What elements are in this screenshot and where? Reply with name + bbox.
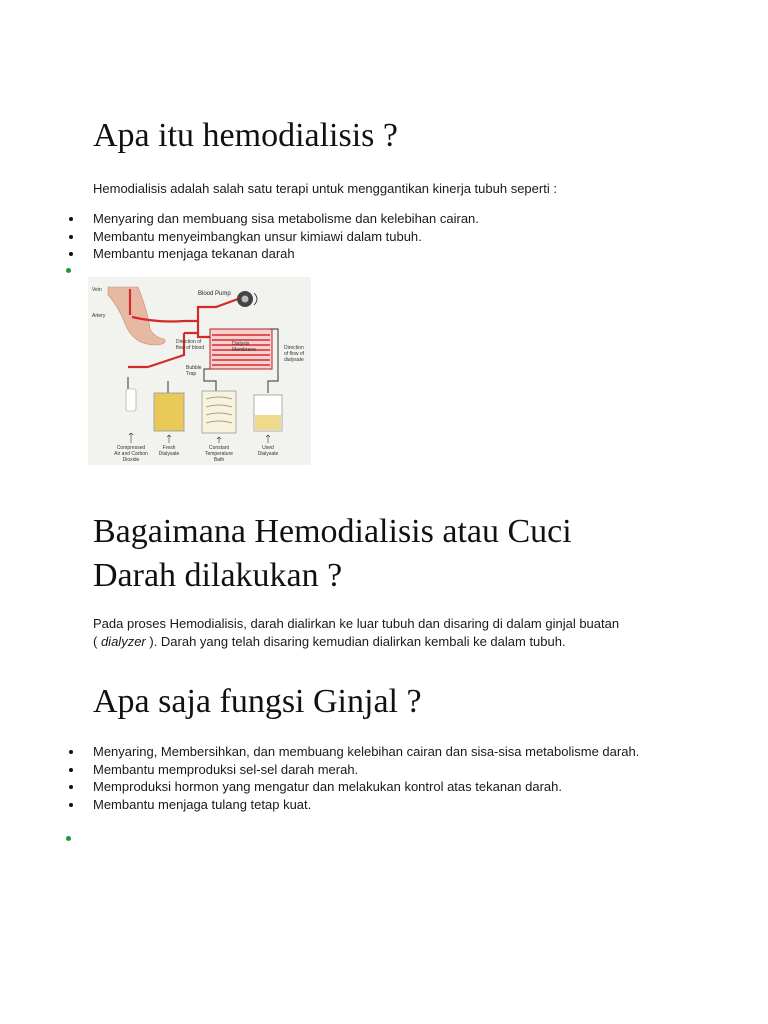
blood-pump-icon — [237, 291, 257, 307]
label-bubble-trap-2: Trap — [186, 371, 197, 377]
bullet-icon — [69, 768, 73, 772]
intro-paragraph: Hemodialisis adalah salah satu terapi untuk menggantikan kinerja tubuh seperti : — [93, 181, 557, 196]
label-compressed-air-3: Dioxide — [122, 457, 140, 463]
label-direction-blood-1: Direction of — [176, 339, 202, 345]
label-fresh-dialysate-1: Fresh — [162, 445, 176, 451]
list-item-text: Membantu menjaga tekanan darah — [93, 246, 295, 261]
bullet-icon — [69, 750, 73, 754]
label-artery: Artery — [92, 313, 106, 319]
hemodialisis-functions-list — [93, 210, 683, 263]
arm-illustration — [108, 287, 165, 345]
label-compressed-air-1: Compressed — [116, 445, 146, 451]
label-bubble-trap-1: Bubble — [186, 365, 202, 371]
fresh-dialysate-container — [154, 393, 184, 431]
list-item-text: Membantu menyeimbangkan unsur kimiawi dalam tubuh. — [93, 228, 422, 244]
process-text-3: ). Darah yang telah disaring kemudian dialirkan kembali ke dalam tubuh. — [145, 634, 566, 649]
label-dialysis-membrane-1: Dialysis — [232, 341, 250, 347]
ginjal-functions-list — [93, 743, 653, 813]
label-blood-pump: Blood Pump — [198, 291, 231, 297]
green-bullet-icon — [66, 836, 71, 841]
bullet-icon — [69, 803, 73, 807]
heading-apa-itu-hemodialisis: Apa itu hemodialisis ? — [93, 117, 399, 154]
constant-temperature-bath — [202, 391, 236, 433]
bullet-icon — [69, 252, 73, 256]
list-item — [93, 796, 653, 814]
heading-bagaimana-hemodialisis — [93, 510, 713, 598]
hemodialysis-diagram — [88, 277, 311, 465]
label-direction-dialysate-2: of flow of — [284, 351, 305, 357]
label-dialysis-membrane-2: Membrane — [232, 347, 256, 353]
list-item-text: Menyaring, Membersihkan, dan membuang kelebihan cairan dan sisa-sisa metabolisme darah. — [93, 744, 640, 759]
heading-line-2: Darah dilakukan ? — [93, 557, 343, 594]
list-item-text: Membantu menjaga tulang tetap kuat. — [93, 796, 312, 812]
compressed-air-container — [126, 389, 136, 411]
list-item — [93, 228, 683, 246]
green-bullet-icon — [66, 268, 71, 273]
label-used-dialysate-1: Used — [262, 445, 274, 451]
bullet-icon — [69, 217, 73, 221]
list-item-text: Membantu memproduksi sel-sel darah merah. — [93, 761, 359, 777]
heading-fungsi-ginjal: Apa saja fungsi Ginjal ? — [93, 683, 422, 720]
bullet-icon — [69, 785, 73, 789]
list-item — [93, 245, 683, 263]
list-item-text: Menyaring dan membuang sisa metabolisme dan kelebihan cairan. — [93, 211, 479, 226]
process-paragraph — [93, 615, 683, 651]
label-constant-temp-2: Temperature — [204, 451, 234, 457]
arrow-up-icons — [129, 433, 270, 443]
process-text-2: ( — [93, 634, 101, 649]
label-direction-dialysate-3: dialysate — [284, 357, 304, 363]
list-item — [93, 761, 653, 779]
diagram-svg — [88, 277, 311, 465]
list-item — [93, 210, 683, 228]
label-fresh-dialysate-2: Dialysate — [158, 451, 180, 457]
bullet-icon — [69, 235, 73, 239]
label-constant-temp-3: Bath — [213, 457, 225, 463]
label-constant-temp-1: Constant — [208, 445, 230, 451]
label-used-dialysate-2: Dialysate — [257, 451, 279, 457]
used-dialysate-container — [254, 395, 282, 431]
heading-line-1: Bagaimana Hemodialisis atau Cuci — [93, 513, 572, 550]
list-item-text: Memproduksi hormon yang mengatur dan melakukan kontrol atas tekanan darah. — [93, 779, 562, 794]
dialyzer-term: dialyzer — [100, 634, 146, 649]
list-item — [93, 743, 653, 761]
label-compressed-air-2: Air and Carbon — [114, 451, 148, 457]
process-text-1: Pada proses Hemodialisis, darah dialirkan ke luar tubuh dan disaring di dalam ginjal buatan — [93, 616, 620, 631]
label-direction-dialysate-1: Direction — [284, 345, 304, 351]
list-item — [93, 778, 653, 796]
label-direction-blood-2: flow of blood — [176, 345, 205, 351]
label-vein: Vein — [92, 287, 102, 293]
